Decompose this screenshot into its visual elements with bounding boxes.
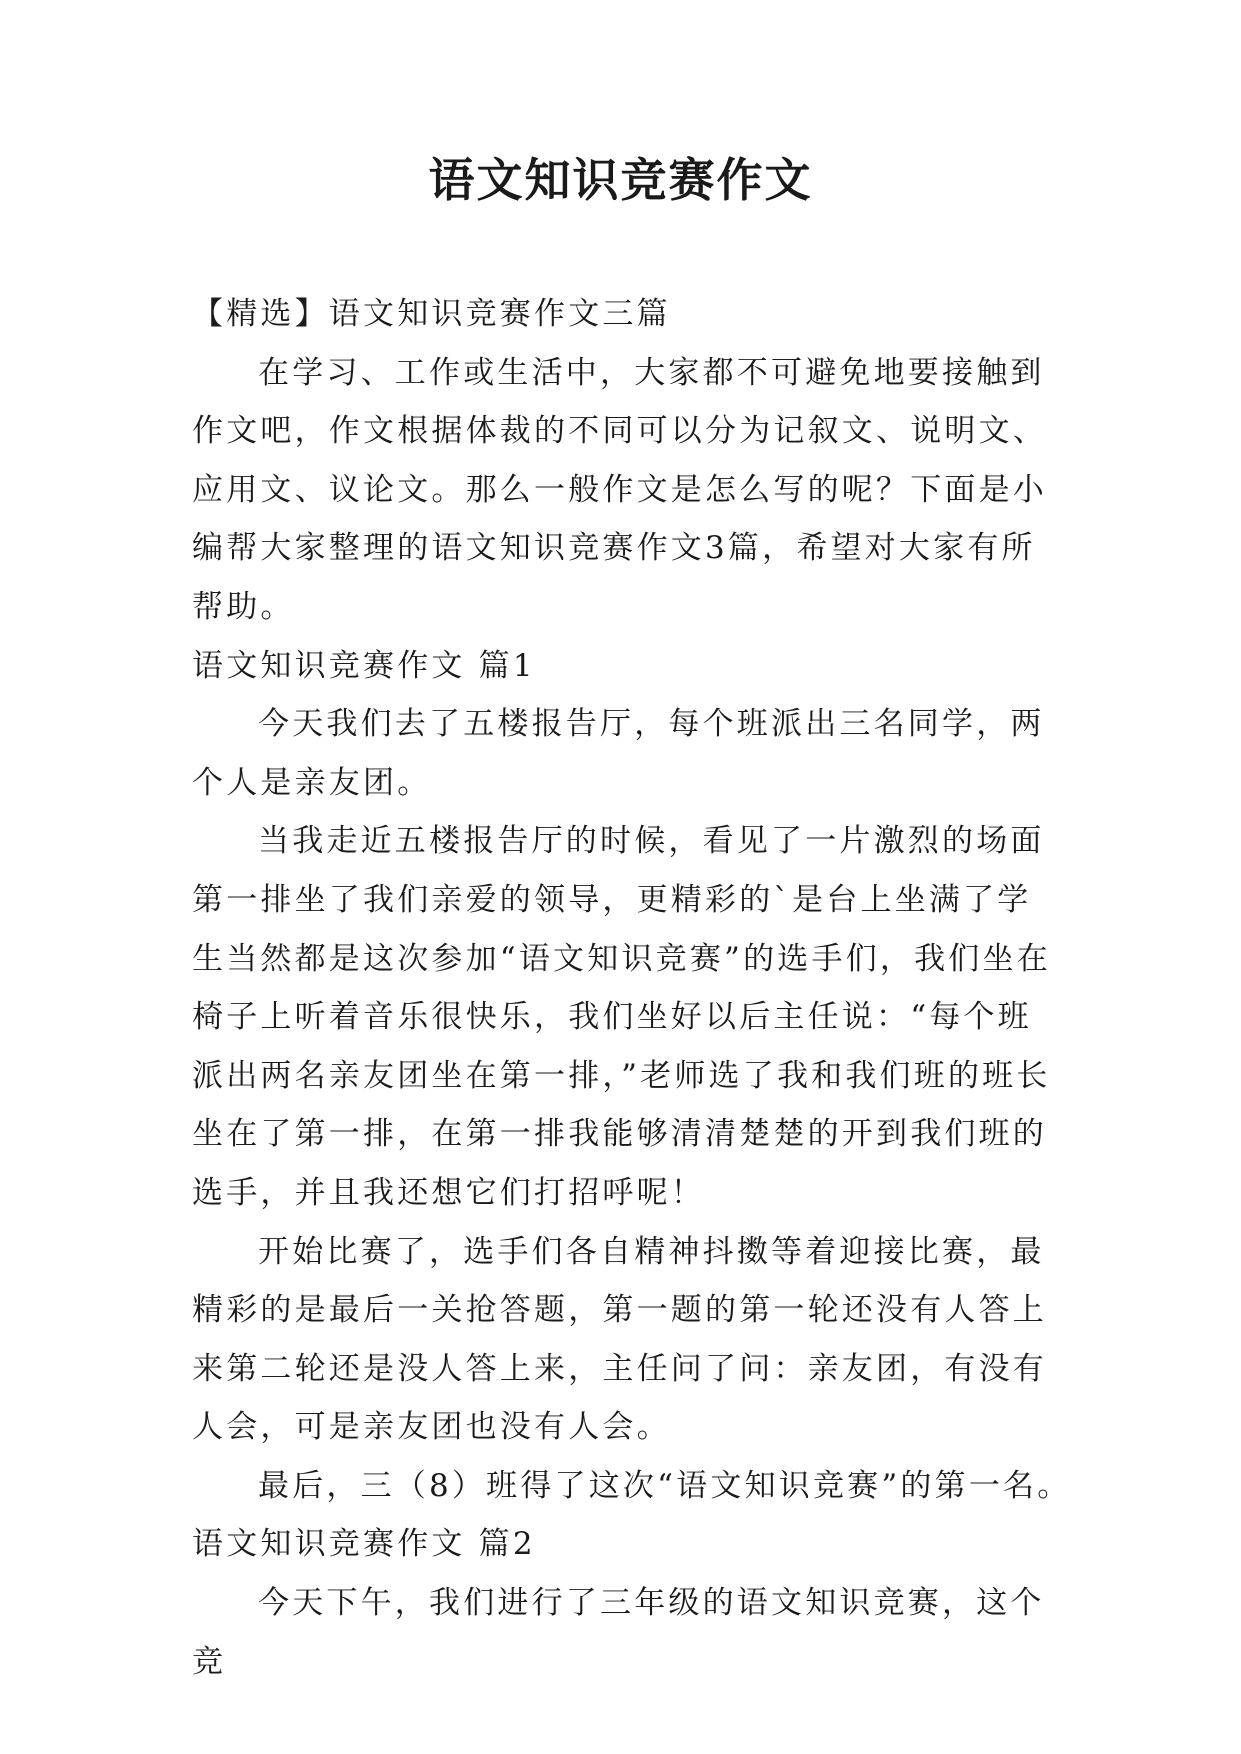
section1-paragraph: 最后，三（8）班得了这次“语文知识竞赛”的第一名。 — [258, 1467, 1072, 1504]
section1-paragraph: 开始比赛了，选手们各自精神抖擞等着迎接比赛，最精彩的是最后一关抢答题，第一题的第一轮还没有人答上来第二轮还是没人答上来，主任问了问：亲友团，有没有人会，可是亲友团也没有人会。 — [192, 1233, 1047, 1446]
section-heading-1: 语文知识竞赛作文 篇1 — [192, 647, 536, 684]
section2-paragraph: 今天下午，我们进行了三年级的语文知识竞赛，这个竞 — [192, 1585, 1045, 1680]
section-heading-2: 语文知识竞赛作文 篇2 — [192, 1526, 536, 1563]
intro-paragraph: 在学习、工作或生活中，大家都不可避免地要接触到作文吧，作文根据体裁的不同可以分为记叙文、说明文、应用文、议论文。那么一般作文是怎么写的呢？下面是小编帮大家整理的语文知识竞赛作文3篇，希望对大家有所帮助。 — [192, 354, 1047, 625]
document-subtitle: 【精选】语文知识竞赛作文三篇 — [192, 296, 671, 332]
section1-paragraph: 今天我们去了五楼报告厅，每个班派出三名同学，两个人是亲友团。 — [192, 706, 1045, 801]
page-title: 语文知识竞赛作文 — [428, 153, 813, 207]
section1-paragraph: 当我走近五楼报告厅的时候，看见了一片激烈的场面第一排坐了我们亲爱的领导，更精彩的`是台上坐满了学生当然都是这次参加“语文知识竞赛”的选手们，我们坐在椅子上听着音乐很快乐，我们坐好以后主任说：“每个班派出两名亲友团坐在第一排，”老师选了我和我们班的班长坐在了第一排，在第一排我能够清清楚楚的开到我们班的选手，并且我还想它们打招呼呢！ — [192, 823, 1051, 1211]
document-body — [192, 285, 1072, 1691]
